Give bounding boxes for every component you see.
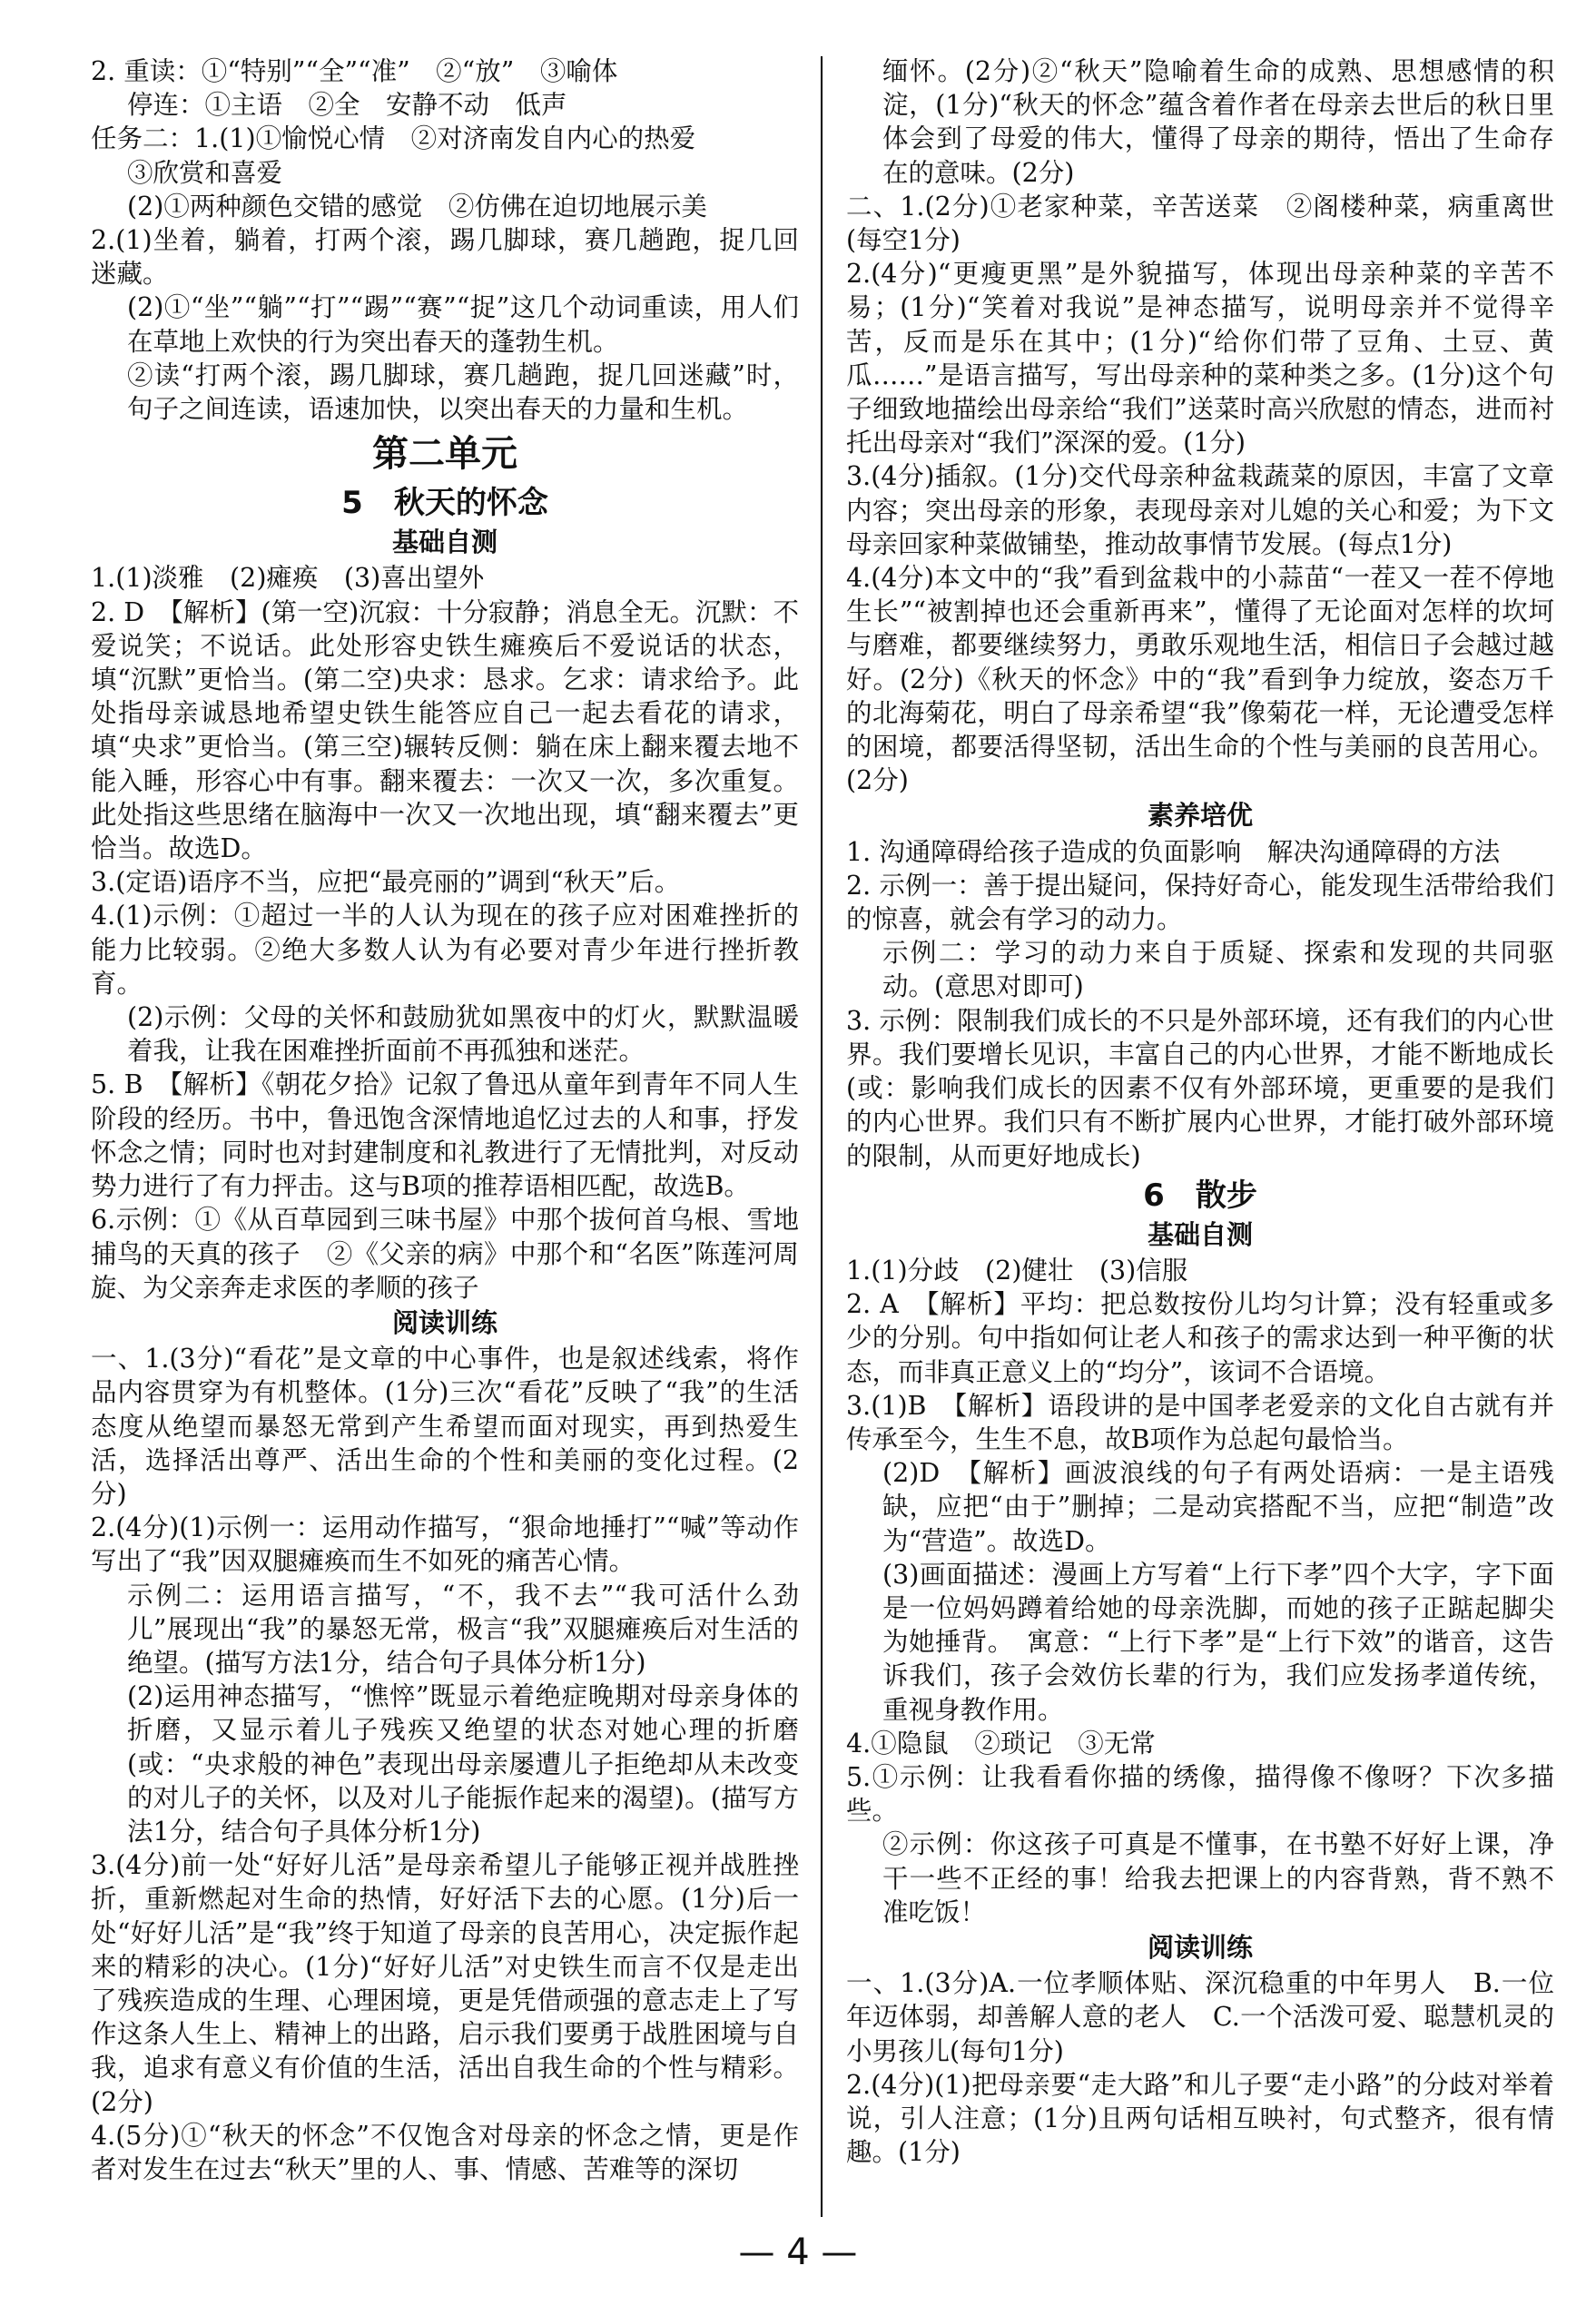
section-heading: 基础自测 — [391, 527, 498, 558]
answer-paragraph: 4.①隐鼠 ②琐记 ③无常 — [846, 1728, 1156, 1758]
answer-paragraph: 1.(1)分歧 (2)健壮 (3)信服 — [846, 1255, 1188, 1286]
answer-paragraph: 停连：①主语 ②全 安静不动 低声 — [127, 90, 567, 121]
answer-paragraph: 2. 示例一：善于提出疑问，保持好奇心，能发现生活带给我们的惊喜，就会有学习的动力。 — [846, 870, 1554, 935]
section-heading: 素养培优 — [1147, 800, 1253, 832]
right-column — [846, 54, 1554, 2169]
answer-paragraph: (2)D 【解析】画波浪线的句子有两处语病：一是主语残缺，应把“由于”删掉；二是动宾搭配不当，应把“制造”改为“营造”。故选D。 — [882, 1458, 1554, 1556]
answer-paragraph: 4.(5分)①“秋天的怀念”不仅饱含对母亲的怀念之情，更是作者对发生在过去“秋天”里的人、事、情感、苦难等的深切 — [91, 2120, 799, 2184]
answer-paragraph: 缅怀。(2分)②“秋天”隐喻着生命的成熟、思想感情的积淀，(1分)“秋天的怀念”蕴含着作者在母亲去世后的秋日里体会到了母爱的伟大，懂得了母亲的期待，悟出了生命存在的意味。(2分) — [882, 56, 1554, 188]
answer-paragraph: 2.(4分)(1)把母亲要“走大路”和儿子要“走小路”的分歧对举着说，引人注意；(1分)且两句话相互映衬，句式整齐，很有情趣。(1分) — [846, 2069, 1554, 2168]
answer-paragraph: 5.①示例：让我看看你描的绣像，描得像不像呀？下次多描些。 — [846, 1761, 1554, 1827]
answer-paragraph: 2. A 【解析】平均：把总数按份儿均匀计算；没有轻重或多少的分别。句中指如何让老人和孩子的需求达到一种平衡的状态，而非真正意义上的“均分”，该词不合语境。 — [846, 1289, 1554, 1387]
section-heading: 基础自测 — [1147, 1218, 1253, 1250]
answer-paragraph: 2.(1)坐着，躺着，打两个滚，踢几脚球，赛几趟跑，捉几回迷藏。 — [91, 225, 799, 290]
answer-paragraph: 2.(4分)“更瘦更黑”是外貌描写，体现出母亲种菜的辛苦不易；(1分)“笑着对我说”是神态描写，说明母亲并不觉得辛苦，反而是乐在其中；(1分)“给你们带了豆角、土豆、黄瓜……”是语言描写，写出母亲种的菜种类之多。(1分)这个句子细致地描绘出母亲给“我们”送菜时高兴欣慰的情态，进而衬托出母亲对“我们”深深的爱。(1分) — [846, 259, 1554, 458]
answer-paragraph: (2)①“坐”“躺”“打”“踢”“赛”“捉”这几个动词重读，用人们在草地上欢快的行为突出春天的蓬勃生机。 — [127, 292, 799, 357]
page-number: — 4 — — [738, 2231, 858, 2273]
answer-paragraph: 一、1.(3分)A.一位孝顺体贴、深沉稳重的中年男人 B.一位年迈体弱，却善解人意的老人 C.一个活泼可爱、聪慧机灵的小男孩儿(每句1分) — [846, 1968, 1554, 2066]
answer-paragraph: 任务二：1.(1)①愉悦心情 ②对济南发自内心的热爱 — [91, 123, 696, 154]
section-heading: 阅读训练 — [1147, 1931, 1253, 1963]
answer-paragraph: 1.(1)淡雅 (2)瘫痪 (3)喜出望外 — [91, 563, 485, 594]
answer-paragraph: 3.(4分)前一处“好好儿活”是母亲希望儿子能够正视并战胜挫折，重新燃起对生命的热情，好好活下去的心愿。(1分)后一处“好好儿活”是“我”终于知道了母亲的良苦用心，决定振作起来的精彩的决心。(1分)“好好儿活”对史铁生而言不仅是走出了残疾造成的生理、心理困境，更是凭借顽强的意志走上了写作这条人生上、精神上的出路，启示我们要勇于战胜困境与自我，追求有意义有价值的生活，活出自我生命的个性与精彩。(2分) — [91, 1850, 799, 2117]
answer-paragraph: (2)①两种颜色交错的感觉 ②仿佛在迫切地展示美 — [127, 191, 707, 222]
column-divider — [821, 56, 823, 2217]
answer-paragraph: 4.(4分)本文中的“我”看到盆栽中的小蒜苗“一茬又一茬不停地生长”“被割掉也还会重新再来”，懂得了无论面对怎样的坎坷与磨难，都要继续努力，勇敢乐观地生活，相信日子会越过越好。(2分)《秋天的怀念》中的“我”看到争力绽放，姿态万千的北海菊花，明白了母亲希望“我”像菊花一样，无论遭受怎样的困境，都要活得坚韧，活出生命的个性与美丽的良苦用心。(2分) — [846, 563, 1554, 796]
answer-paragraph: (3)画面描述：漫画上方写着“上行下孝”四个大字，字下面是一位妈妈蹲着给她的母亲洗脚，而她的孩子正踮起脚尖为她捶背。 寓意：“上行下孝”是“上行下效”的谐音，这告诉我们，孩子会效仿长辈的行为，我们应发扬孝道传统，重视身教作用。 — [882, 1559, 1554, 1725]
answer-paragraph: ②读“打两个滚，踢几脚球，赛几趟跑，捉几回迷藏”时，句子之间连读，语速加快，以突出春天的力量和生机。 — [127, 360, 799, 425]
answer-paragraph: 2. D 【解析】(第一空)沉寂：十分寂静；消息全无。沉默：不爱说笑；不说话。此处形容史铁生瘫痪后不爱说话的状态，填“沉默”更恰当。(第二空)央求：恳求。乞求：请求给予。此处指母亲诚恳地希望史铁生能答应自己一起去看花的请求，填“央求”更恰当。(第三空)辗转反侧：躺在床上翻来覆去地不能入睡，形容心中有事。翻来覆去：一次又一次，多次重复。此处指这些思绪在脑海中一次又一次地出现，填“翻来覆去”更恰当。故选D。 — [91, 596, 799, 864]
answer-paragraph: 2.(4分)(1)示例一：运用动作描写，“狠命地捶打”“喊”等动作写出了“我”因双腿瘫痪而生不如死的痛苦心情。 — [91, 1512, 799, 1577]
answer-paragraph: 一、1.(3分)“看花”是文章的中心事件，也是叙述线索，将作品内容贯穿为有机整体。(1分)三次“看花”反映了“我”的生活态度从绝望而暴怒无常到产生希望而面对现实，再到热爱生活，选择活出尊严、活出生命的个性和美丽的变化过程。(2分) — [91, 1344, 799, 1509]
answer-paragraph: 5. B 【解析】《朝花夕拾》记叙了鲁迅从童年到青年不同人生阶段的经历。书中，鲁迅饱含深情地追忆过去的人和事，抒发怀念之情；同时也对封建制度和礼教进行了无情批判，对反动势力进行了有力抨击。这与B项的推荐语相匹配，故选B。 — [91, 1069, 799, 1202]
answer-paragraph: 3. 示例：限制我们成长的不只是外部环境，还有我们的内心世界。我们要增长见识，丰富自己的内心世界，才能不断地成长(或：影响我们成长的因素不仅有外部环境，更重要的是我们的内心世界。我们只有不断扩展内心世界，才能打破外部环境的限制，从而更好地成长) — [846, 1005, 1554, 1171]
answer-paragraph: 示例二：学习的动力来自于质疑、探索和发现的共同驱动。(意思对即可) — [882, 938, 1554, 1002]
answer-paragraph: 3.(定语)语序不当，应把“最亮丽的”调到“秋天”后。 — [91, 867, 681, 898]
answer-paragraph: 4.(1)示例：①超过一半的人认为现在的孩子应对困难挫折的能力比较弱。②绝大多数人认为有必要对青少年进行挫折教育。 — [91, 901, 799, 999]
answer-paragraph: 二、1.(2分)①老家种菜，辛苦送菜 ②阁楼种菜，病重离世(每空1分) — [846, 191, 1554, 256]
left-column — [91, 54, 799, 2186]
answer-paragraph: 示例二：运用语言描写，“不，我不去”“我可活什么劲儿”展现出“我”的暴怒无常，极言“我”双腿瘫痪后对生活的绝望。(描写方法1分，结合句子具体分析1分) — [127, 1580, 799, 1678]
answer-paragraph: (2)运用神态描写，“憔悴”既显示着绝症晚期对母亲身体的折磨，又显示着儿子残疾又绝望的状态对她心理的折磨(或：“央求般的神色”表现出母亲屡遭儿子拒绝却从未改变的对儿子的关怀，以及对儿子能振作起来的渴望)。(描写方法1分，结合句子具体分析1分) — [127, 1681, 799, 1847]
lesson-title: 6 散步 — [1143, 1177, 1257, 1214]
section-heading: 阅读训练 — [391, 1306, 498, 1338]
answer-paragraph: 6.示例：①《从百草园到三味书屋》中那个拔何首乌根、雪地捕鸟的天真的孩子 ②《父亲的病》中那个和“名医”陈莲河周旋、为父亲奔走求医的孝顺的孩子 — [91, 1205, 799, 1303]
answer-paragraph: (2)示例：父母的关怀和鼓励犹如黑夜中的灯火，默默温暖着我，让我在困难挫折面前不再孤独和迷茫。 — [127, 1002, 799, 1067]
answer-paragraph: 2. 重读：①“特别”“全”“准” ②“放” ③喻体 — [91, 56, 618, 86]
answer-paragraph: ③欣赏和喜爱 — [127, 157, 283, 188]
answer-paragraph: 1. 沟通障碍给孩子造成的负面影响 解决沟通障碍的方法 — [846, 836, 1501, 867]
lesson-title: 5 秋天的怀念 — [341, 485, 548, 522]
unit-heading: 第二单元 — [372, 433, 517, 476]
answer-paragraph: ②示例：你这孩子可真是不懂事，在书塾不好好上课，净干一些不正经的事！给我去把课上的内容背熟，背不熟不准吃饭！ — [882, 1829, 1554, 1927]
answer-paragraph: 3.(1)B 【解析】语段讲的是中国孝老爱亲的文化自古就有并传承至今，生生不息，故B项作为总起句最恰当。 — [846, 1390, 1554, 1454]
answer-paragraph: 3.(4分)插叙。(1分)交代母亲种盆栽蔬菜的原因，丰富了文章内容；突出母亲的形象，表现母亲对儿媳的关心和爱；为下文母亲回家种菜做铺垫，推动故事情节发展。(每点1分) — [846, 461, 1554, 559]
